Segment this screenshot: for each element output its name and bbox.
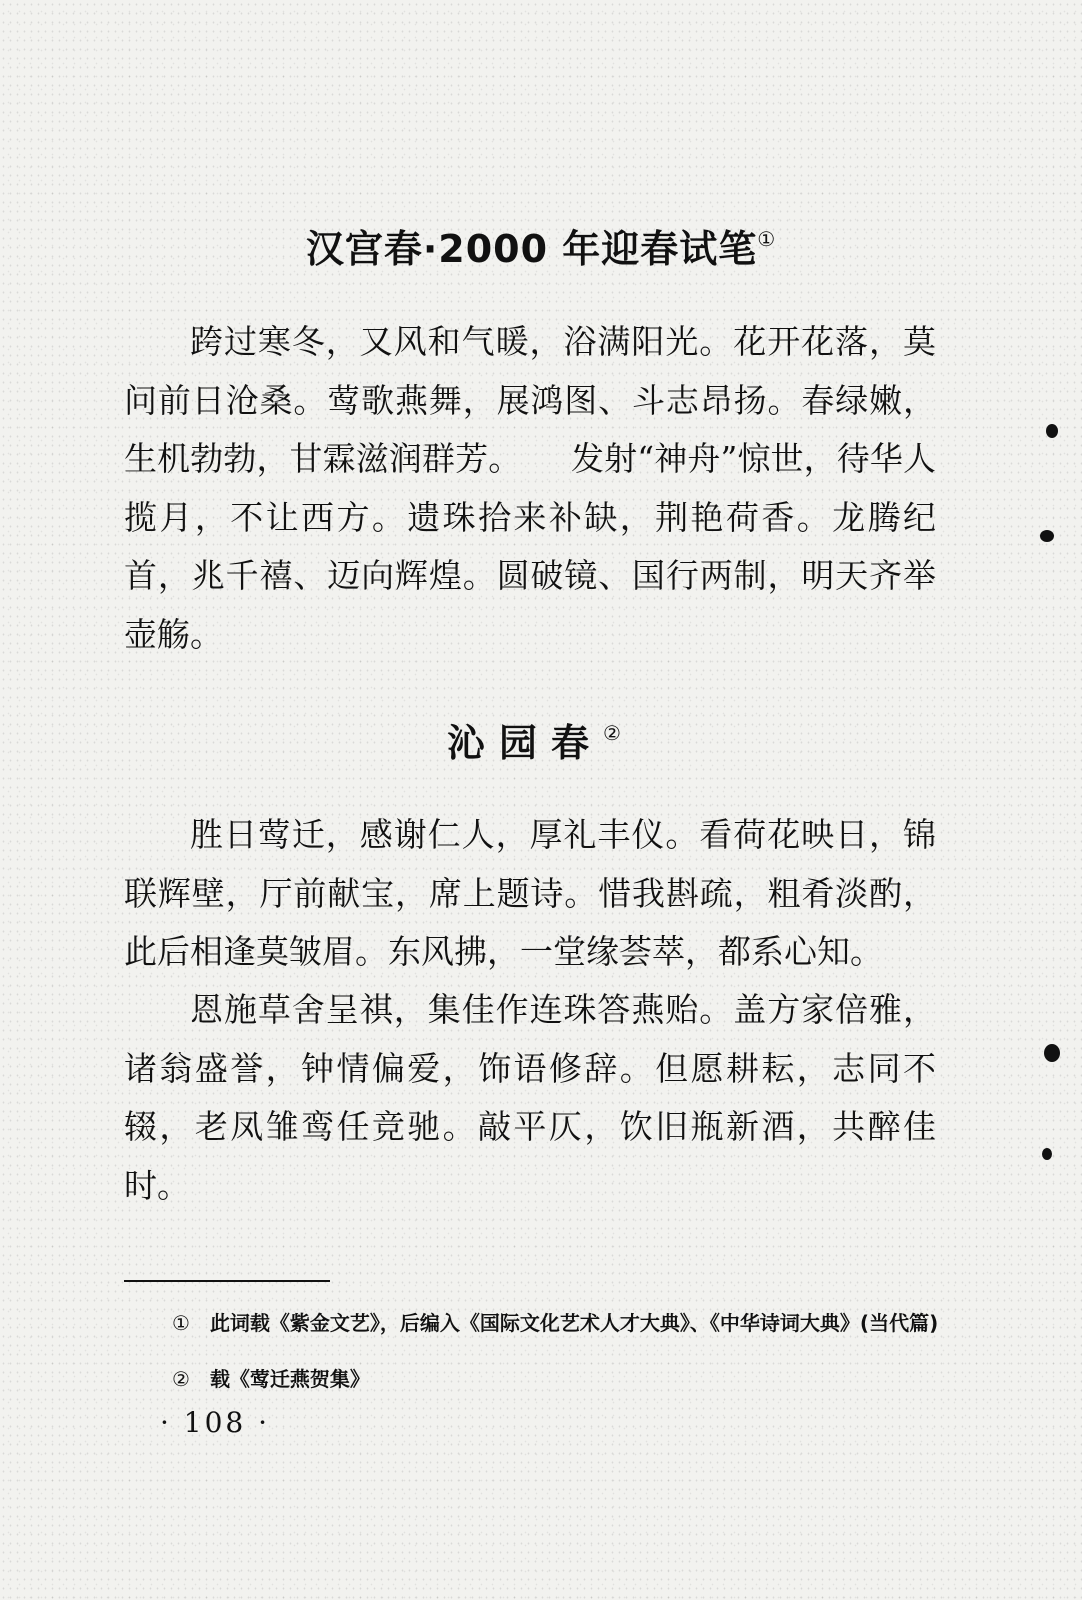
scan-speck bbox=[1046, 424, 1058, 438]
poem-stanza-hangongchun: 跨过寒冬，又风和气暖，浴满阳光。花开花落，莫问前日沧桑。莺歌燕舞，展鸿图、斗志昂扬。春绿嫩，生机勃勃，甘霖滋润群芳。 发射“神舟”惊世，待华人揽月，不让西方。遗珠拾来补缺，荆艳荷香。龙腾纪首，兆千禧、迈向辉煌。圆破镜、国行两制，明天齐举壶觞。 bbox=[124, 322, 936, 654]
footnote-text: 载《莺迁燕贺集》 bbox=[209, 1367, 370, 1391]
footnote-divider bbox=[124, 1280, 330, 1282]
scan-speck bbox=[1040, 530, 1054, 542]
poem-title-text: 沁园春 bbox=[447, 721, 604, 765]
page-number: · 108 · bbox=[160, 1406, 271, 1439]
footnote-1 bbox=[124, 1310, 944, 1337]
poem-stanza-qinyuanchun-2: 恩施草舍呈祺，集佳作连珠答燕贻。盖方家倍雅，诸翁盛誉，钟情偏爱，饰语修辞。但愿耕耘，志同不辍，老凤雏鸾任竞驰。敲平仄，饮旧瓶新酒，共醉佳时。 bbox=[124, 990, 936, 1205]
footnote-text: 此词载《紫金文艺》，后编入《国际文化艺术人才大典》、《中华诗词大典》(当代篇) bbox=[209, 1311, 939, 1335]
footnote-mark: ① bbox=[172, 1311, 190, 1335]
poem-stanza-qinyuanchun-1: 胜日莺迁，感谢仁人，厚礼丰仪。看荷花映日，锦联辉壁，厅前献宝，席上题诗。惜我斟疏，粗肴淡酌，此后相逢莫皱眉。东风拂，一堂缘荟萃，都系心知。 bbox=[124, 815, 936, 971]
poem-title-text: 汉宫春·2000 年迎春试笔 bbox=[305, 227, 758, 271]
footnote-ref-1: ① bbox=[757, 227, 777, 251]
footnote-2 bbox=[124, 1366, 944, 1393]
scan-speck bbox=[1044, 1044, 1060, 1062]
footnote-ref-2: ② bbox=[603, 721, 635, 745]
scan-speck bbox=[1042, 1148, 1052, 1160]
poem-title-hangongchun bbox=[0, 218, 1082, 273]
poem-title-qinyuanchun bbox=[0, 712, 1082, 767]
footnote-mark: ② bbox=[172, 1367, 190, 1391]
